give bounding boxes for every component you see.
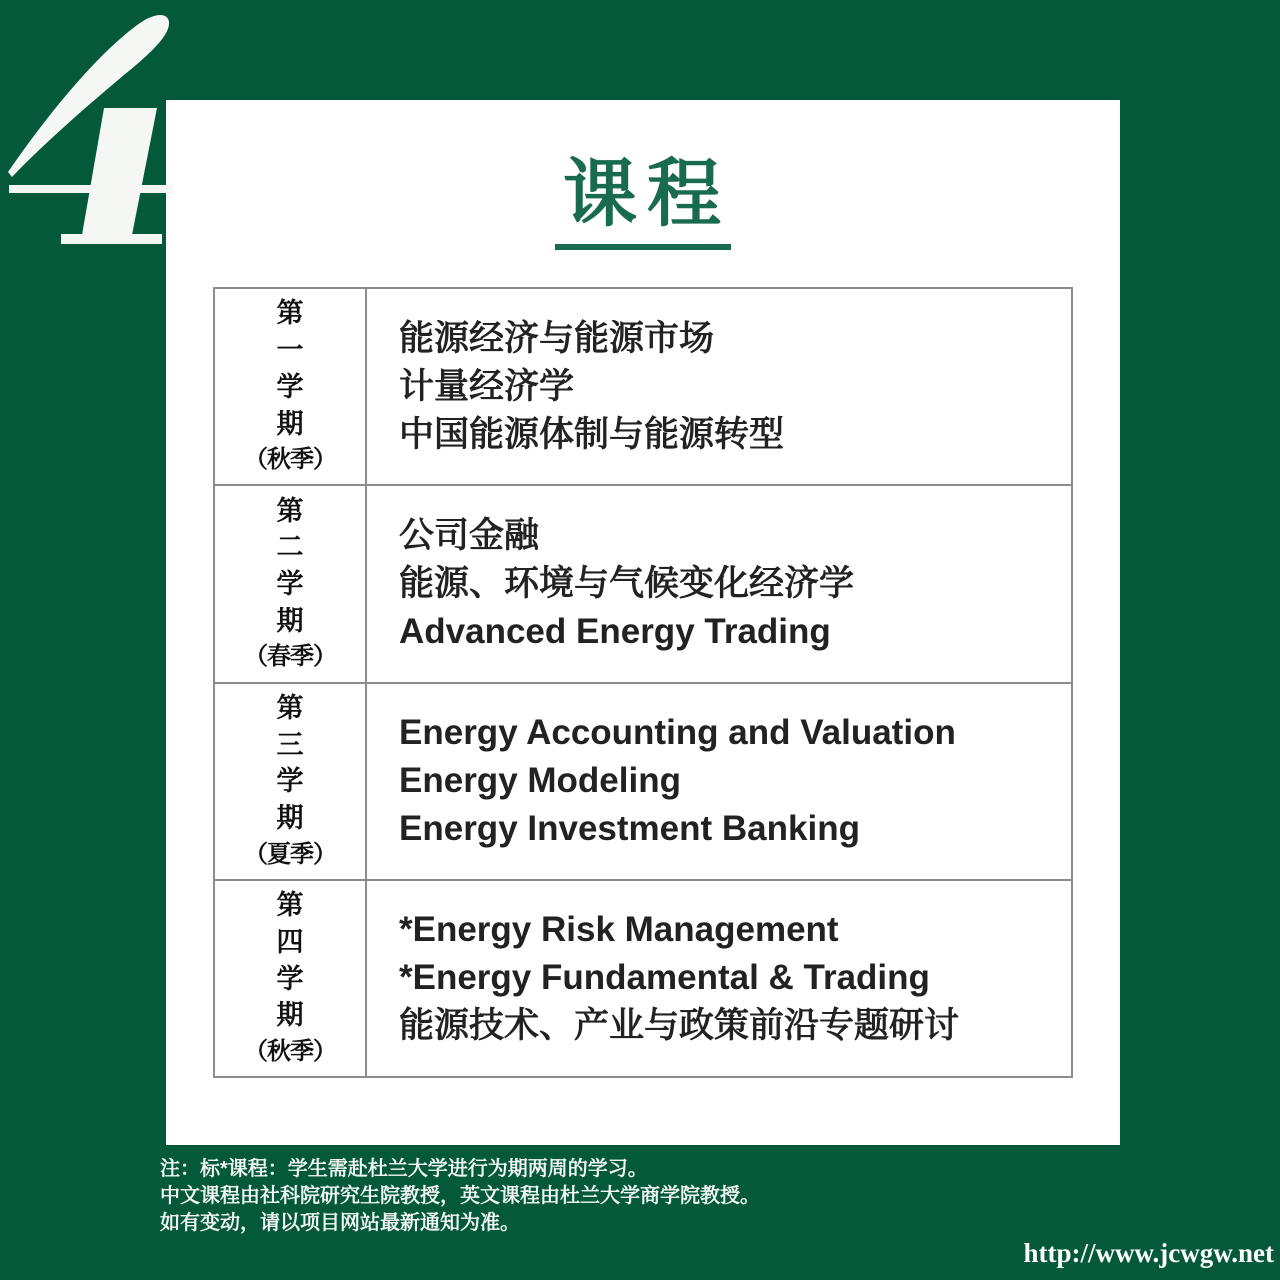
semester-char: 学 <box>276 766 304 797</box>
note-line: 中文课程由社科院研究生院教授，英文课程由杜兰大学商学院教授。 <box>160 1185 760 1207</box>
course-item: 能源技术、产业与政策前沿专题研讨 <box>399 1006 960 1046</box>
page-number-4-numeral <box>2 3 177 248</box>
semester-4-label-cell <box>215 881 367 1076</box>
table-row-semester-4 <box>215 879 1071 1076</box>
note-line: 注：标*课程：学生需赴杜兰大学进行为期两周的学习。 <box>160 1158 648 1180</box>
semester-char: 第 <box>276 692 304 723</box>
semester-char: 学 <box>276 569 304 600</box>
semester-char: 一 <box>276 335 304 366</box>
course-item: Energy Accounting and Valuation <box>399 713 956 753</box>
semester-char: 第 <box>276 495 304 526</box>
table-row-semester-1 <box>215 289 1071 484</box>
content-card <box>166 100 1120 1145</box>
numeral-foot-serif <box>61 234 162 244</box>
semester-3-courses-cell <box>367 684 1071 879</box>
course-item: Energy Modeling <box>399 761 681 801</box>
semester-char: 三 <box>276 729 304 760</box>
season-label: （夏季） <box>244 840 336 868</box>
table-row-semester-2 <box>215 484 1071 681</box>
semester-2-courses-cell <box>367 486 1071 681</box>
table-row-semester-3 <box>215 682 1071 879</box>
course-item: 能源、环境与气候变化经济学 <box>399 563 855 603</box>
semester-2-label-cell <box>215 486 367 681</box>
watermark-url: http://www.jcwgw.net <box>1023 1238 1274 1268</box>
footnotes <box>160 1156 760 1237</box>
semester-char: 期 <box>276 803 304 834</box>
page-title: 课程 <box>555 158 731 250</box>
semester-char: 四 <box>276 926 304 957</box>
season-label: （秋季） <box>244 1037 336 1065</box>
semester-char: 期 <box>276 408 304 439</box>
course-table <box>213 287 1073 1078</box>
course-item: Energy Investment Banking <box>399 809 860 849</box>
season-label: （秋季） <box>244 446 336 474</box>
semester-1-label-cell <box>215 289 367 484</box>
semester-char: 学 <box>276 963 304 994</box>
semester-char: 期 <box>276 1000 304 1031</box>
page-number <box>0 0 1 1</box>
course-item: 能源经济与能源市场 <box>399 318 715 358</box>
semester-char: 第 <box>276 890 304 921</box>
semester-3-label-cell <box>215 684 367 879</box>
course-item: 计量经济学 <box>399 366 575 406</box>
note-line: 如有变动，请以项目网站最新通知为准。 <box>160 1212 520 1234</box>
semester-char: 学 <box>276 371 304 402</box>
course-item: 公司金融 <box>399 515 540 555</box>
semester-4-courses-cell <box>367 881 1071 1076</box>
course-item: 中国能源体制与能源转型 <box>399 414 785 454</box>
semester-char: 期 <box>276 605 304 636</box>
title-wrap <box>166 154 1120 250</box>
season-label: （春季） <box>244 643 336 671</box>
semester-char: 二 <box>276 532 304 563</box>
course-item: *Energy Fundamental & Trading <box>399 958 930 998</box>
course-item: Advanced Energy Trading <box>399 611 831 651</box>
course-item: *Energy Risk Management <box>399 910 839 950</box>
numeral-stem <box>82 108 157 235</box>
semester-char: 第 <box>276 298 304 329</box>
semester-1-courses-cell <box>367 289 1071 484</box>
